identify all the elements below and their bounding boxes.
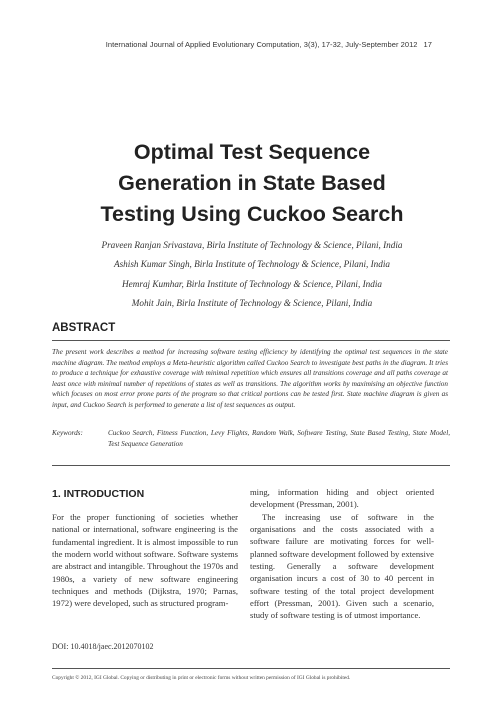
section-heading: 1. INTRODUCTION xyxy=(52,488,145,500)
intro-paragraph: The increasing use of software in the organisations and the costs associated with a software failure are motivating forces for well-planned software development followed by extensive testing. Generally a software development organisation incurs a cost of 30 to 40 percent in software testing of the total project development effort (Pressman, 2001). Given such a scenario, study of software testing is of utmost importance. xyxy=(250,511,434,621)
author-line: Praveen Ranjan Srivastava, Birla Institute of Technology & Science, Pilani, India xyxy=(101,240,403,250)
author-line: Mohit Jain, Birla Institute of Technology & Science, Pilani, India xyxy=(131,297,373,308)
page-number: 17 xyxy=(423,40,432,49)
abstract-heading: ABSTRACT xyxy=(52,322,116,334)
intro-paragraph-continued: ming, information hiding and object oriented development (Pressman, 2001). xyxy=(250,487,434,510)
copyright-notice: Copyright © 2012, IGI Global. Copying or distributing in print or electronic forms without written permission of IGI Global is prohibited. xyxy=(52,675,351,681)
running-head xyxy=(40,40,432,49)
title-line: Optimal Test Sequence xyxy=(133,140,371,164)
keywords-label: Keywords: xyxy=(52,429,83,437)
abstract-text: The present work describes a method for increasing software testing efficiency by identifying the optimal test sequences in the state machine diagram. The method employs a Meta-heuristic algorithm called Cuckoo Search to investigate best paths in the diagram. It tries to produce a technique for exhaustive coverage with minimal repetition which ensures all transitions coverage and all paths coverage at least once with minimal number of repetitions of states as well as transitions. The algorithm works by maximising an objective function which focuses on most error prone parts of the program so that critical portions can be tested first. State machine diagram is given as input, and Cuckoo Search is performed to generate a list of test sequences as output. xyxy=(52,348,448,409)
keywords-text: Cuckoo Search, Fitness Function, Levy Flights, Random Walk, Software Testing, State Based Testing, State Model, Test Sequence Generation xyxy=(108,429,450,448)
author-list xyxy=(0,236,504,313)
author-line: Ashish Kumar Singh, Birla Institute of Technology & Science, Pilani, India xyxy=(113,259,391,270)
right-column xyxy=(250,486,434,622)
paper-title xyxy=(0,137,504,230)
left-column xyxy=(52,511,238,610)
intro-paragraph: For the proper functioning of societies whether national or international, software engineering is the fundamental ingredient. It is almost impossible to run the modern world without software. Software systems are abstract and intangible. Throughout the 1970s and 1980s, a variety of new software engineering techniques and methods (Dijkstra, 1970; Parnas, 1972) were developed, such as structured program- xyxy=(52,512,238,609)
abstract-top-rule xyxy=(52,340,450,341)
title-line: Testing Using Cuckoo Search xyxy=(100,202,404,226)
title-line: Generation in State Based xyxy=(118,171,386,195)
doi: DOI: 10.4018/jaec.2012070102 xyxy=(52,642,154,651)
author-line: Hemraj Kumhar, Birla Institute of Technology & Science, Pilani, India xyxy=(122,278,382,289)
journal-citation: International Journal of Applied Evolutionary Computation, 3(3), 17-32, July-September 2012 xyxy=(105,40,418,49)
footer-rule xyxy=(52,668,450,669)
abstract-bottom-rule xyxy=(52,465,450,466)
